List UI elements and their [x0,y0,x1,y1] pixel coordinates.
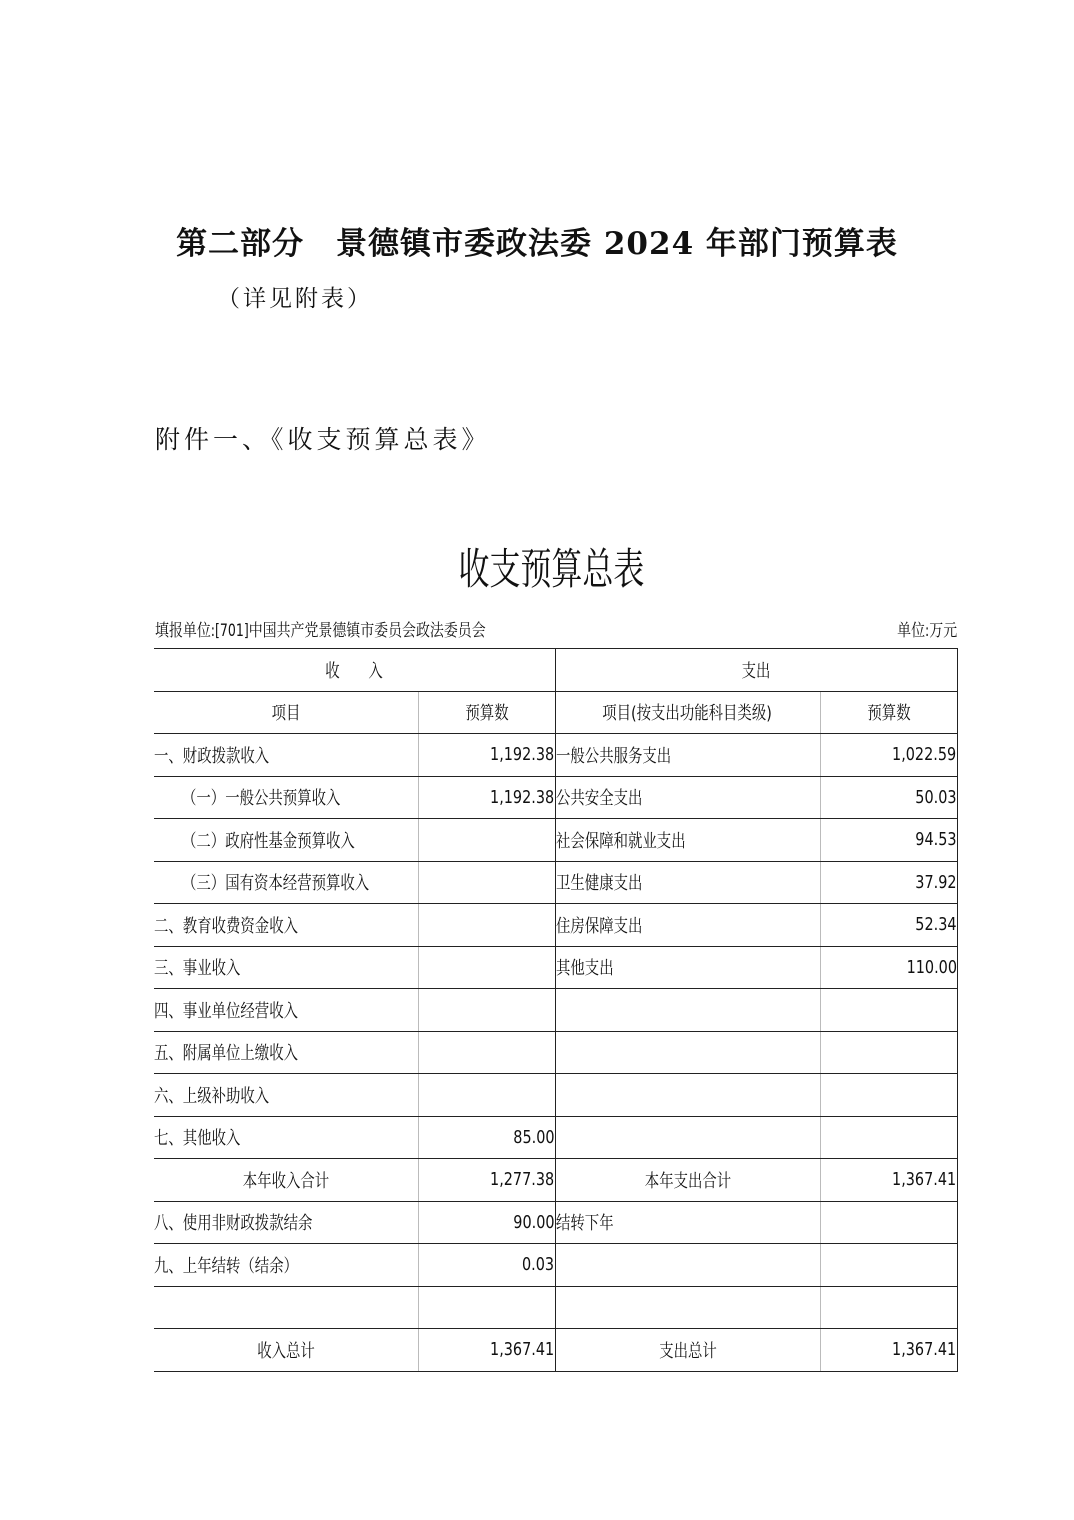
unit-label: 单位:万元 [897,621,957,641]
expense-header: 支出 [555,649,957,692]
budget-table [154,648,958,1372]
income-header: 收 入 [154,649,555,692]
table-row: 五、附属单位上缴收入 [154,1031,957,1074]
part-note: （详见附表） [217,286,373,312]
attachment-label: 附件一、《收支预算总表》 [155,425,491,454]
table-row: 四、事业单位经营收入 [154,989,957,1032]
empty-row [154,1286,957,1329]
table-row: 七、其他收入 85.00 [154,1116,957,1159]
table-meta [155,614,957,644]
table-row: 六、上级补助收入 [154,1074,957,1117]
table-row: 二、教育收费资金收入 住房保障支出 52.34 [154,904,957,947]
header-row-columns [154,691,957,734]
table-row: 八、使用非财政拨款结余 90.00 结转下年 [154,1201,957,1244]
table-row: 三、事业收入 其他支出 110.00 [154,946,957,989]
table-row: （二）政府性基金预算收入 社会保障和就业支出 94.53 [154,819,957,862]
table-title: 收支预算总表 [458,545,645,595]
col-item: 项目 [154,691,418,734]
col-expense-item: 项目(按支出功能科目类级) [555,691,820,734]
table-row: （三）国有资本经营预算收入 卫生健康支出 37.92 [154,861,957,904]
table-row: （一）一般公共预算收入 1,192.38 公共安全支出 50.03 [154,776,957,819]
year-total-row: 本年收入合计 1,277.38 本年支出合计 1,367.41 [154,1159,957,1202]
part-title: 第二部分 景德镇市委政法委 2024 年部门预算表 [176,226,898,262]
table-row: 一、财政拨款收入 1,192.38 一般公共服务支出 1,022.59 [154,734,957,777]
table-row: 九、上年结转（结余） 0.03 [154,1244,957,1287]
col-expense-budget: 预算数 [820,691,957,734]
col-budget: 预算数 [418,691,555,734]
header-row-group [154,649,957,692]
fill-unit: 填报单位:[701]中国共产党景德镇市委员会政法委员会 [155,621,486,641]
grand-total-row: 收入总计 1,367.41 支出总计 1,367.41 [154,1329,957,1372]
